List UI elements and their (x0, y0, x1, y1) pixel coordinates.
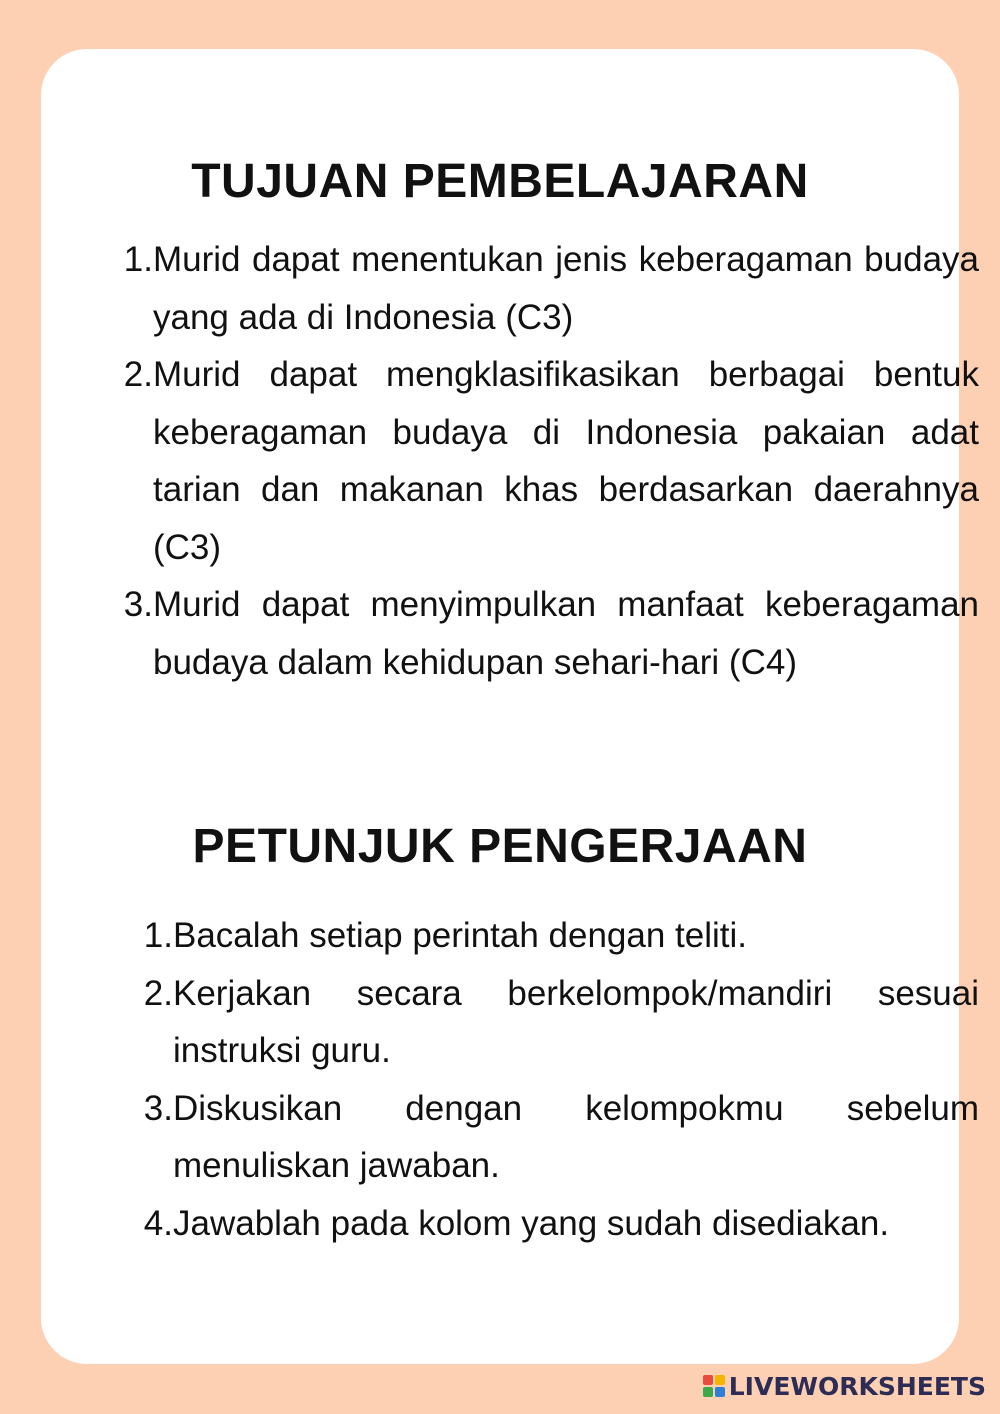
list-item-number: 4. (143, 1203, 173, 1243)
list-item (113, 231, 979, 346)
list-item-text: Murid dapat menyimpulkan manfaat keberagaman budaya dalam kehidupan sehari-hari (C4) (153, 585, 979, 682)
list-item-number: 2. (143, 973, 173, 1013)
list-item-number: 3. (123, 585, 153, 624)
list-item-text: Murid dapat menentukan jenis keberagaman budaya yang ada di Indonesia (C3) (153, 240, 979, 337)
list-item-number: 1. (143, 916, 173, 955)
list-item-number: 1. (123, 240, 153, 279)
objectives-list (113, 231, 979, 691)
list-item-text: Kerjakan secara berkelompok/mandiri sesuai instruksi guru. (173, 973, 979, 1070)
instructions-list (133, 907, 979, 1252)
watermark-text: LIVEWORKSHEETS (728, 1371, 986, 1401)
content-card (41, 49, 979, 1364)
list-item (133, 1195, 979, 1253)
objectives-title: TUJUAN PEMBELAJARAN (191, 155, 809, 208)
liveworksheets-watermark (703, 1368, 986, 1404)
list-item-text: Jawablah pada kolom yang sudah disediakan. (173, 1203, 890, 1243)
instructions-title: PETUNJUK PENGERJAAN (192, 820, 808, 873)
list-item-text: Bacalah setiap perintah dengan teliti. (173, 916, 748, 955)
list-item (113, 576, 979, 691)
liveworksheets-logo-icon (703, 1375, 725, 1397)
list-item (133, 965, 979, 1080)
list-item (133, 907, 979, 965)
list-item-text: Murid dapat mengklasifikasikan berbagai bentuk keberagaman budaya di Indonesia pakaian adat tarian dan makanan khas berdasarkan daerahnya (C3) (153, 355, 979, 567)
list-item-number: 2. (123, 355, 153, 394)
list-item-text: Diskusikan dengan kelompokmu sebelum menuliskan jawaban. (173, 1088, 979, 1185)
list-item (133, 1080, 979, 1195)
list-item-number: 3. (143, 1088, 173, 1128)
list-item (113, 346, 979, 576)
